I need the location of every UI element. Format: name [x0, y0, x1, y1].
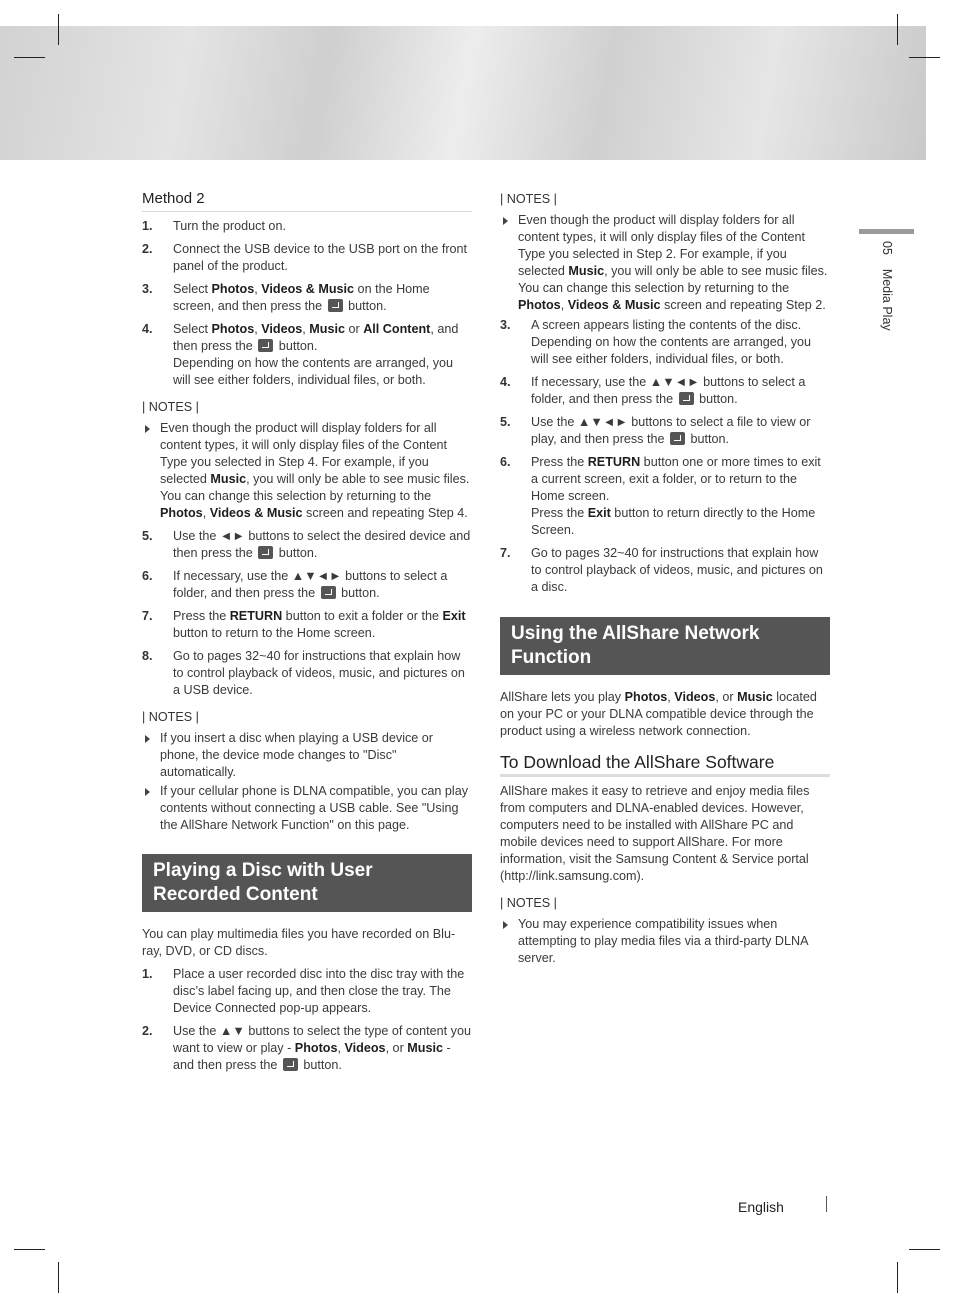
step-list	[500, 317, 830, 596]
left-column	[142, 190, 472, 1080]
notes-label: | NOTES |	[142, 400, 199, 414]
enter-icon	[258, 546, 273, 559]
step-number: 7.	[500, 546, 511, 560]
section-intro: AllShare lets you play Photos, Videos, or Music located on your PC or your DLNA compatible device through the product using a wireless network connection.	[500, 690, 817, 738]
step-text: Use the ▲▼◄► buttons to select a file to view or play, and then press the button.	[531, 415, 811, 446]
subsection-paragraph: AllShare makes it easy to retrieve and enjoy media files from computers and DLNA-enabled devices. However, computers need to be installed with AllShare PC and mobile devices need to support AllShare. For more information, visit the Samsung Content & Service portal (http://link.samsung.com).	[500, 784, 810, 883]
step-text: Turn the product on.	[173, 219, 286, 233]
step-text: Press the RETURN button to exit a folder or the Exit button to return to the Home screen.	[173, 609, 466, 640]
note-text: Even though the product will display folders for all content types, it will only display files of the Content Type you selected in Step 2. For example, if you selected Music, you will only be able to see music files. You can change this selection by returning to the Photos, Videos & Music screen and repeating Step 2.	[518, 213, 828, 312]
step-number: 1.	[142, 967, 153, 981]
step-text: Go to pages 32~40 for instructions that explain how to control playback of videos, music, and pictures on a disc.	[531, 546, 823, 594]
bullet-arrow-icon	[503, 217, 508, 225]
chapter-sidebar	[880, 241, 894, 331]
note-item	[142, 420, 472, 522]
note-text: If your cellular phone is DLNA compatible, you can play contents without connecting a USB cable. See "Using the AllShare Network Function" on this page.	[160, 784, 469, 832]
step-text: Select Photos, Videos & Music on the Home screen, and then press the button.	[173, 282, 430, 313]
crop-mark	[909, 1249, 940, 1250]
step-number: 2.	[142, 242, 153, 256]
header-banner	[0, 26, 926, 160]
note-item	[142, 783, 472, 834]
bullet-arrow-icon	[145, 788, 150, 796]
step-item	[142, 648, 472, 699]
bold-term: Videos & Music	[567, 298, 661, 312]
step-text: Press the RETURN button one or more times to exit a current screen, exit a folder, or to return to the Home screen. Press the Exit button to return directly to the Home Screen.	[531, 455, 821, 537]
step-text: Connect the USB device to the USB port on the front panel of the product.	[173, 242, 468, 273]
enter-icon	[670, 432, 685, 445]
step-item	[142, 321, 472, 389]
section-heading: Using the AllShare Network Function	[500, 617, 830, 675]
bold-term: Music	[407, 1041, 443, 1055]
bold-term: Videos	[674, 690, 716, 704]
step-text: A screen appears listing the contents of the disc. Depending on how the contents are arranged, you will see either folders, individual files, or both.	[531, 318, 812, 366]
bold-term: RETURN	[587, 455, 641, 469]
page-number-divider	[826, 1196, 827, 1212]
notes-list	[142, 420, 472, 522]
bold-term: Photos	[294, 1041, 338, 1055]
notes-list	[142, 730, 472, 834]
step-number: 1.	[142, 219, 153, 233]
method-title: Method 2	[142, 190, 472, 212]
bullet-arrow-icon	[145, 425, 150, 433]
enter-icon	[321, 586, 336, 599]
step-number: 4.	[142, 322, 153, 336]
step-number: 2.	[142, 1024, 153, 1038]
enter-icon	[283, 1058, 298, 1071]
section-intro: You can play multimedia files you have recorded on Blu-ray, DVD, or CD discs.	[142, 927, 456, 958]
notes-label: | NOTES |	[500, 896, 557, 910]
note-item	[500, 916, 830, 967]
step-number: 3.	[142, 282, 153, 296]
subsection-heading: To Download the AllShare Software	[500, 754, 830, 777]
step-list	[142, 218, 472, 389]
bold-term: Music	[210, 472, 247, 486]
step-item	[142, 966, 472, 1017]
step-number: 3.	[500, 318, 511, 332]
bold-term: All Content	[363, 322, 431, 336]
step-item	[142, 608, 472, 642]
step-number: 5.	[500, 415, 511, 429]
crop-mark	[897, 14, 898, 45]
bold-term: Photos	[518, 298, 561, 312]
section-heading: Playing a Disc with User Recorded Content	[142, 854, 472, 912]
step-number: 6.	[500, 455, 511, 469]
enter-icon	[679, 392, 694, 405]
bold-term: Videos	[344, 1041, 386, 1055]
bold-term: Photos	[211, 282, 255, 296]
step-item	[142, 281, 472, 315]
crop-mark	[14, 1249, 45, 1250]
notes-label: | NOTES |	[142, 710, 199, 724]
bold-term: Exit	[587, 506, 611, 520]
bold-term: Music	[309, 322, 345, 336]
bullet-arrow-icon	[145, 735, 150, 743]
note-item	[142, 730, 472, 781]
step-text: Select Photos, Videos, Music or All Content, and then press the button. Depending on how the contents are arranged, you will see either folders, individual files, or both.	[173, 322, 459, 387]
bold-term: Photos	[211, 322, 255, 336]
footer-language: English	[738, 1199, 784, 1215]
crop-mark	[897, 1262, 898, 1293]
step-item	[142, 528, 472, 562]
crop-mark	[58, 14, 59, 45]
step-item	[142, 568, 472, 602]
step-list	[142, 966, 472, 1074]
step-item	[500, 374, 830, 408]
bold-term: Photos	[160, 506, 203, 520]
step-number: 4.	[500, 375, 511, 389]
step-text: Use the ▲▼ buttons to select the type of content you want to view or play - Photos, Videos, or Music - and then press the button.	[173, 1024, 471, 1072]
bold-term: RETURN	[229, 609, 283, 623]
crop-mark	[58, 1262, 59, 1293]
right-column	[500, 190, 830, 969]
step-item	[142, 241, 472, 275]
bold-term: Exit	[442, 609, 466, 623]
bullet-arrow-icon	[503, 921, 508, 929]
bold-term: Videos & Music	[209, 506, 303, 520]
step-number: 5.	[142, 529, 153, 543]
step-text: Use the ◄► buttons to select the desired device and then press the button.	[173, 529, 471, 560]
note-text: Even though the product will display folders for all content types, it will only display files of the Content Type you selected in Step 4. For example, if you selected Music, you will only be able to see music files. You can change this selection by returning to the Photos, Videos & Music screen and repeating Step 4.	[160, 421, 470, 520]
notes-list	[500, 212, 830, 314]
notes-label: | NOTES |	[500, 192, 557, 206]
step-text: Place a user recorded disc into the disc tray with the disc’s label facing up, and then close the tray. The Device Connected pop-up appears.	[173, 967, 465, 1015]
step-item	[500, 414, 830, 448]
bold-term: Music	[737, 690, 773, 704]
step-item	[142, 1023, 472, 1074]
step-number: 6.	[142, 569, 153, 583]
step-item	[142, 218, 472, 235]
step-item	[500, 317, 830, 368]
note-text: If you insert a disc when playing a USB device or phone, the device mode changes to "Disc" automatically.	[160, 731, 434, 779]
bold-term: Photos	[624, 690, 668, 704]
crop-mark	[909, 57, 940, 58]
step-text: If necessary, use the ▲▼◄► buttons to select a folder, and then press the button.	[531, 375, 806, 406]
crop-mark	[14, 57, 45, 58]
note-text: You may experience compatibility issues when attempting to play media files via a third-party DLNA server.	[518, 917, 808, 965]
step-text: Go to pages 32~40 for instructions that explain how to control playback of videos, music, and pictures on a USB device.	[173, 649, 465, 697]
chapter-tab-bar	[859, 229, 914, 234]
bold-term: Videos	[261, 322, 303, 336]
bold-term: Videos & Music	[261, 282, 355, 296]
step-item	[500, 545, 830, 596]
note-item	[500, 212, 830, 314]
step-text: If necessary, use the ▲▼◄► buttons to select a folder, and then press the button.	[173, 569, 448, 600]
enter-icon	[258, 339, 273, 352]
step-number: 8.	[142, 649, 153, 663]
notes-list	[500, 916, 830, 967]
step-item	[500, 454, 830, 539]
chapter-number: 05	[880, 241, 894, 255]
step-list	[142, 528, 472, 699]
chapter-title: Media Play	[880, 268, 894, 331]
bold-term: Music	[568, 264, 605, 278]
step-number: 7.	[142, 609, 153, 623]
enter-icon	[328, 299, 343, 312]
